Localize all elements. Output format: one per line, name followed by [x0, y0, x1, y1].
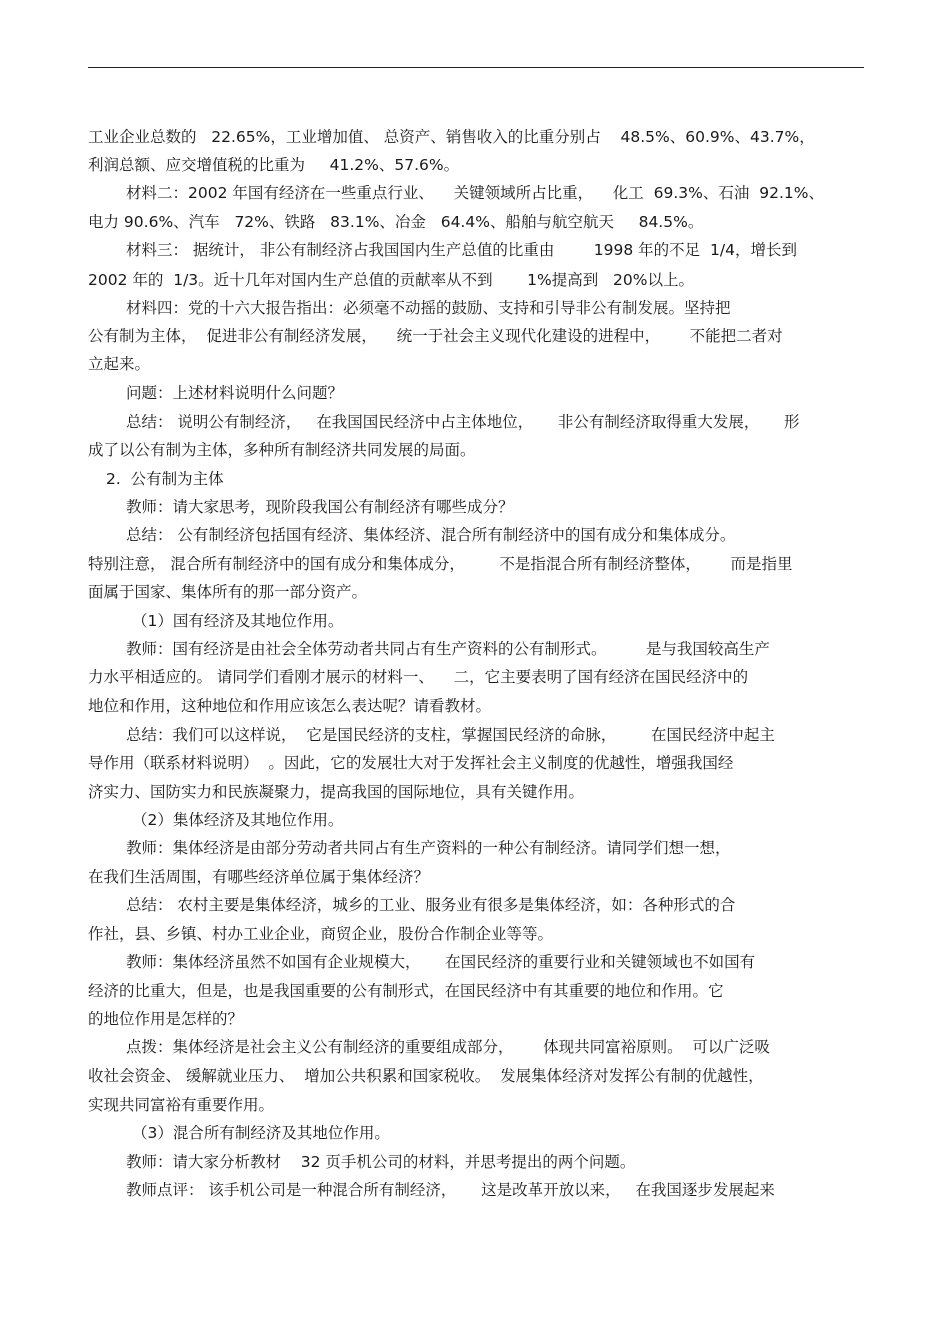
text-line: 总结： 农村主要是集体经济，城乡的工业、服务业有很多是集体经济，如：各种形式的合 — [126, 896, 736, 914]
text-line: 教师：集体经济是由部分劳动者共同占有生产资料的一种公有制经济。请同学们想一想， — [126, 839, 731, 857]
text-line: 面属于国家、集体所有的那一部分资产。 — [88, 583, 368, 601]
text-line: 利润总额、应交增值税的比重为 41.2%、57.6%。 — [88, 156, 460, 174]
text-line: 在我们生活周围，有哪些经济单位属于集体经济？ — [88, 868, 430, 886]
text-line: 收社会资金、 缓解就业压力、 增加公共积累和国家税收。 发展集体经济对发挥公有制的优越性， — [88, 1067, 764, 1085]
text-line: 总结： 公有制经济包括国有经济、集体经济、混合所有制经济中的国有成分和集体成分。 — [126, 526, 736, 544]
section-heading: 2. 公有制为主体 — [106, 470, 224, 488]
text-line: 地位和作用，这种地位和作用应该怎么表达呢？请看教材。 — [88, 697, 492, 715]
text-line: 教师：集体经济虽然不如国有企业规模大， 在国民经济的重要行业和关键领域也不如国有 — [126, 953, 756, 971]
text-line: 教师点评： 该手机公司是一种混合所有制经济， 这是改革开放以来， 在我国逐步发展起来 — [126, 1181, 775, 1199]
text-line: 特别注意， 混合所有制经济中的国有成分和集体成分， 不是指混合所有制经济整体， 而是指里 — [88, 555, 793, 573]
text-line: 点拨：集体经济是社会主义公有制经济的重要组成部分， 体现共同富裕原则。 可以广泛吸 — [126, 1038, 770, 1056]
text-line: 教师：请大家分析教材 32 页手机公司的材料，并思考提出的两个问题。 — [126, 1153, 636, 1171]
text-line: 问题：上述材料说明什么问题？ — [126, 384, 344, 402]
text-line: 作社，县、乡镇、村办工业企业，商贸企业，股份合作制企业等等。 — [88, 925, 554, 943]
text-line: 成了以公有制为主体，多种所有制经济共同发展的局面。 — [88, 441, 476, 459]
text-line: 2002 年的 1/3。近十几年对国内生产总值的贡献率从不到 1%提高到 20%以上。 — [88, 271, 694, 289]
text-line: 济实力、国防实力和民族凝聚力，提高我国的国际地位，具有关键作用。 — [88, 783, 585, 801]
text-line: 教师：请大家思考，现阶段我国公有制经济有哪些成分？ — [126, 498, 514, 516]
text-line: 实现共同富裕有重要作用。 — [88, 1096, 275, 1114]
text-line: 材料四：党的十六大报告指出：必须毫不动摇的鼓励、支持和引导非公有制发展。坚持把 — [126, 299, 731, 317]
text-line: 材料二：2002 年国有经济在一些重点行业、 关键领域所占比重， 化工 69.3%、石油 92.1%、 — [126, 184, 824, 202]
header-rule — [88, 67, 864, 68]
text-line: 公有制为主体， 促进非公有制经济发展， 统一于社会主义现代化建设的进程中， 不能把二者对 — [88, 327, 783, 345]
text-line: 总结： 说明公有制经济， 在我国国民经济中占主体地位， 非公有制经济取得重大发展， 形 — [126, 413, 800, 431]
text-line: 电力 90.6%、汽车 72%、铁路 83.1%、冶金 64.4%、船舶与航空航天 84.5%。 — [88, 213, 704, 231]
subsection-heading: （1）国有经济及其地位作用。 — [132, 612, 344, 630]
text-line: 的地位作用是怎样的？ — [88, 1010, 244, 1028]
subsection-heading: （3）混合所有制经济及其地位作用。 — [132, 1124, 390, 1142]
text-line: 教师：国有经济是由社会全体劳动者共同占有生产资料的公有制形式。 是与我国较高生产 — [126, 640, 770, 658]
text-line: 总结：我们可以这样说， 它是国民经济的支柱，掌握国民经济的命脉， 在国民经济中起主 — [126, 726, 775, 744]
text-line: 导作用（联系材料说明） 。因此，它的发展壮大对于发挥社会主义制度的优越性，增强我国经 — [88, 754, 734, 772]
text-line: 材料三： 据统计， 非公有制经济占我国国内生产总值的比重由 1998 年的不足 1/4，增长到 — [126, 241, 797, 259]
text-line: 经济的比重大，但是，也是我国重要的公有制形式，在国民经济中有其重要的地位和作用。它 — [88, 982, 724, 1000]
subsection-heading: （2）集体经济及其地位作用。 — [132, 811, 344, 829]
text-line: 工业企业总数的 22.65%，工业增加值、 总资产、销售收入的比重分别占 48.5%、60.9%、43.7%， — [88, 128, 815, 146]
text-line: 力水平相适应的。 请同学们看刚才展示的材料一、 二，它主要表明了国有经济在国民经济中的 — [88, 668, 749, 686]
text-line: 立起来。 — [88, 355, 151, 373]
